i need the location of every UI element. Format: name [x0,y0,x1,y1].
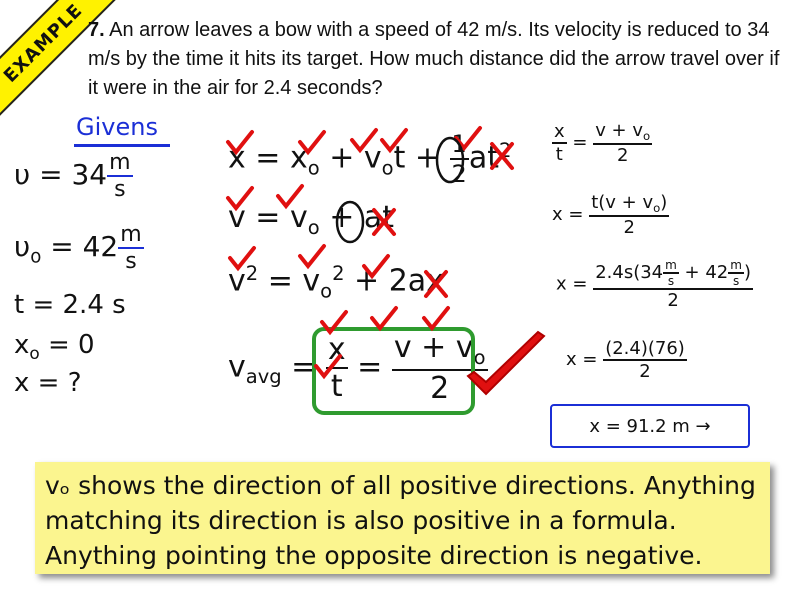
check-icon [316,356,340,376]
check-icon [364,256,388,276]
note-box [35,462,770,574]
s3-lhs: x = [556,273,594,295]
eq1-sub1: o [307,156,320,180]
given-v0-lhs: υ [14,230,31,263]
given-v-lhs: υ = 34 [14,158,108,191]
eq1-c: t + [393,140,450,176]
given-v-unit-num: m [109,150,131,175]
check-icon [372,308,396,328]
note-text: vₒ shows the direction of all positive directions. Anything matching its direction is also positive in a formula. Anything pointing the opposite direction is negative. [45,471,756,570]
check-icon [424,308,448,328]
eq3-a: v [228,263,246,299]
eq4-b: = [281,349,326,385]
s3-den: 2 [667,290,679,311]
eq4-den: t [330,368,343,404]
s4-num: (2.4)(76) [605,338,685,359]
given-v0-eq: = 42 [41,230,119,263]
eq4-a: v [228,349,246,385]
eq3-exp: 2 [245,262,259,285]
check-icon [300,132,324,152]
given-t: t = 2.4 s [14,290,126,320]
eq4-num2: v + v [393,330,474,365]
s3-end: ) [743,262,751,283]
eq4-c: = [347,349,392,385]
eq4-sub: avg [245,365,282,389]
eq1-b: + v [319,140,382,176]
eq4-num2-sub: o [473,345,486,369]
eq1-a: x = x [228,140,308,176]
given-v-unit-den: s [114,177,126,202]
eq1-d: at [468,140,499,176]
s4-den: 2 [639,361,651,382]
s3-mid: + 42 [678,262,729,283]
answer-text: x = 91.2 m → [589,415,711,437]
banner-label: EXAMPLE [0,0,87,87]
s1-den: t [555,144,563,166]
circle-icon [437,138,463,182]
s1-num: x [554,121,565,143]
given-x0-sub: o [29,342,40,363]
s2-lhs: x = [552,204,590,226]
eq2-b: + at [319,200,395,235]
s3-num: 2.4s(34 [595,262,664,283]
eq1-exp: 2 [498,138,512,162]
s4-lhs: x = [566,349,604,370]
check-icon [382,130,406,150]
eq1-half-num: 1 [451,130,467,158]
cross-icon [492,144,512,168]
s3-unit2-den: s [732,274,740,288]
s1-num2-sub: o [643,129,651,144]
eq3-b: = v [258,263,321,299]
eq1-half-den: 2 [451,160,467,188]
cross-icon [374,210,394,234]
check-icon [322,312,346,332]
given-v0-unit-den: s [125,249,137,274]
check-icon [300,246,324,266]
eq2-a: v = v [228,200,308,235]
s3-unit1-num: m [665,258,677,272]
given-x0-rhs: = 0 [39,330,95,360]
eq2-sub: o [307,215,320,239]
given-v0-unit-num: m [120,222,142,247]
s3-unit2-num: m [730,258,742,272]
check-icon [228,132,252,152]
s1-num2: v + v [595,120,644,141]
s1-den2: 2 [616,145,629,167]
big-check-icon [468,332,544,394]
s2-num-sub: o [653,201,661,216]
s2-num: t(v + v [591,192,654,213]
eq3-exp2: 2 [332,262,345,285]
eq3-c: + 2ax [344,263,444,299]
given-x0-lhs: x [14,330,30,360]
given-v0-sub: o [30,246,42,268]
problem-number: 7. [88,19,105,41]
eq4-den2: 2 [430,370,450,406]
check-icon [278,186,302,206]
cross-icon [426,272,446,296]
eq4-num: x [327,331,346,367]
problem-text: An arrow leaves a bow with a speed of 42 m/s. Its velocity is reduced to 34 m/s by the time it hits its target. How much distance did the arrow travel over if it were in the air for 2.4 seconds? [88,19,780,99]
check-icon [352,130,376,150]
givens-title: Givens [76,113,158,141]
circle-icon [337,202,363,242]
check-icon [230,248,254,268]
s2-den: 2 [623,217,635,239]
eq3-sub: o [320,279,333,303]
s2-num-end: ) [660,192,668,213]
s3-unit1-den: s [667,274,675,288]
s1-eq: = [566,132,594,154]
eq1-sub2: o [381,156,394,180]
given-x: x = ? [14,368,82,398]
check-icon [228,188,252,208]
